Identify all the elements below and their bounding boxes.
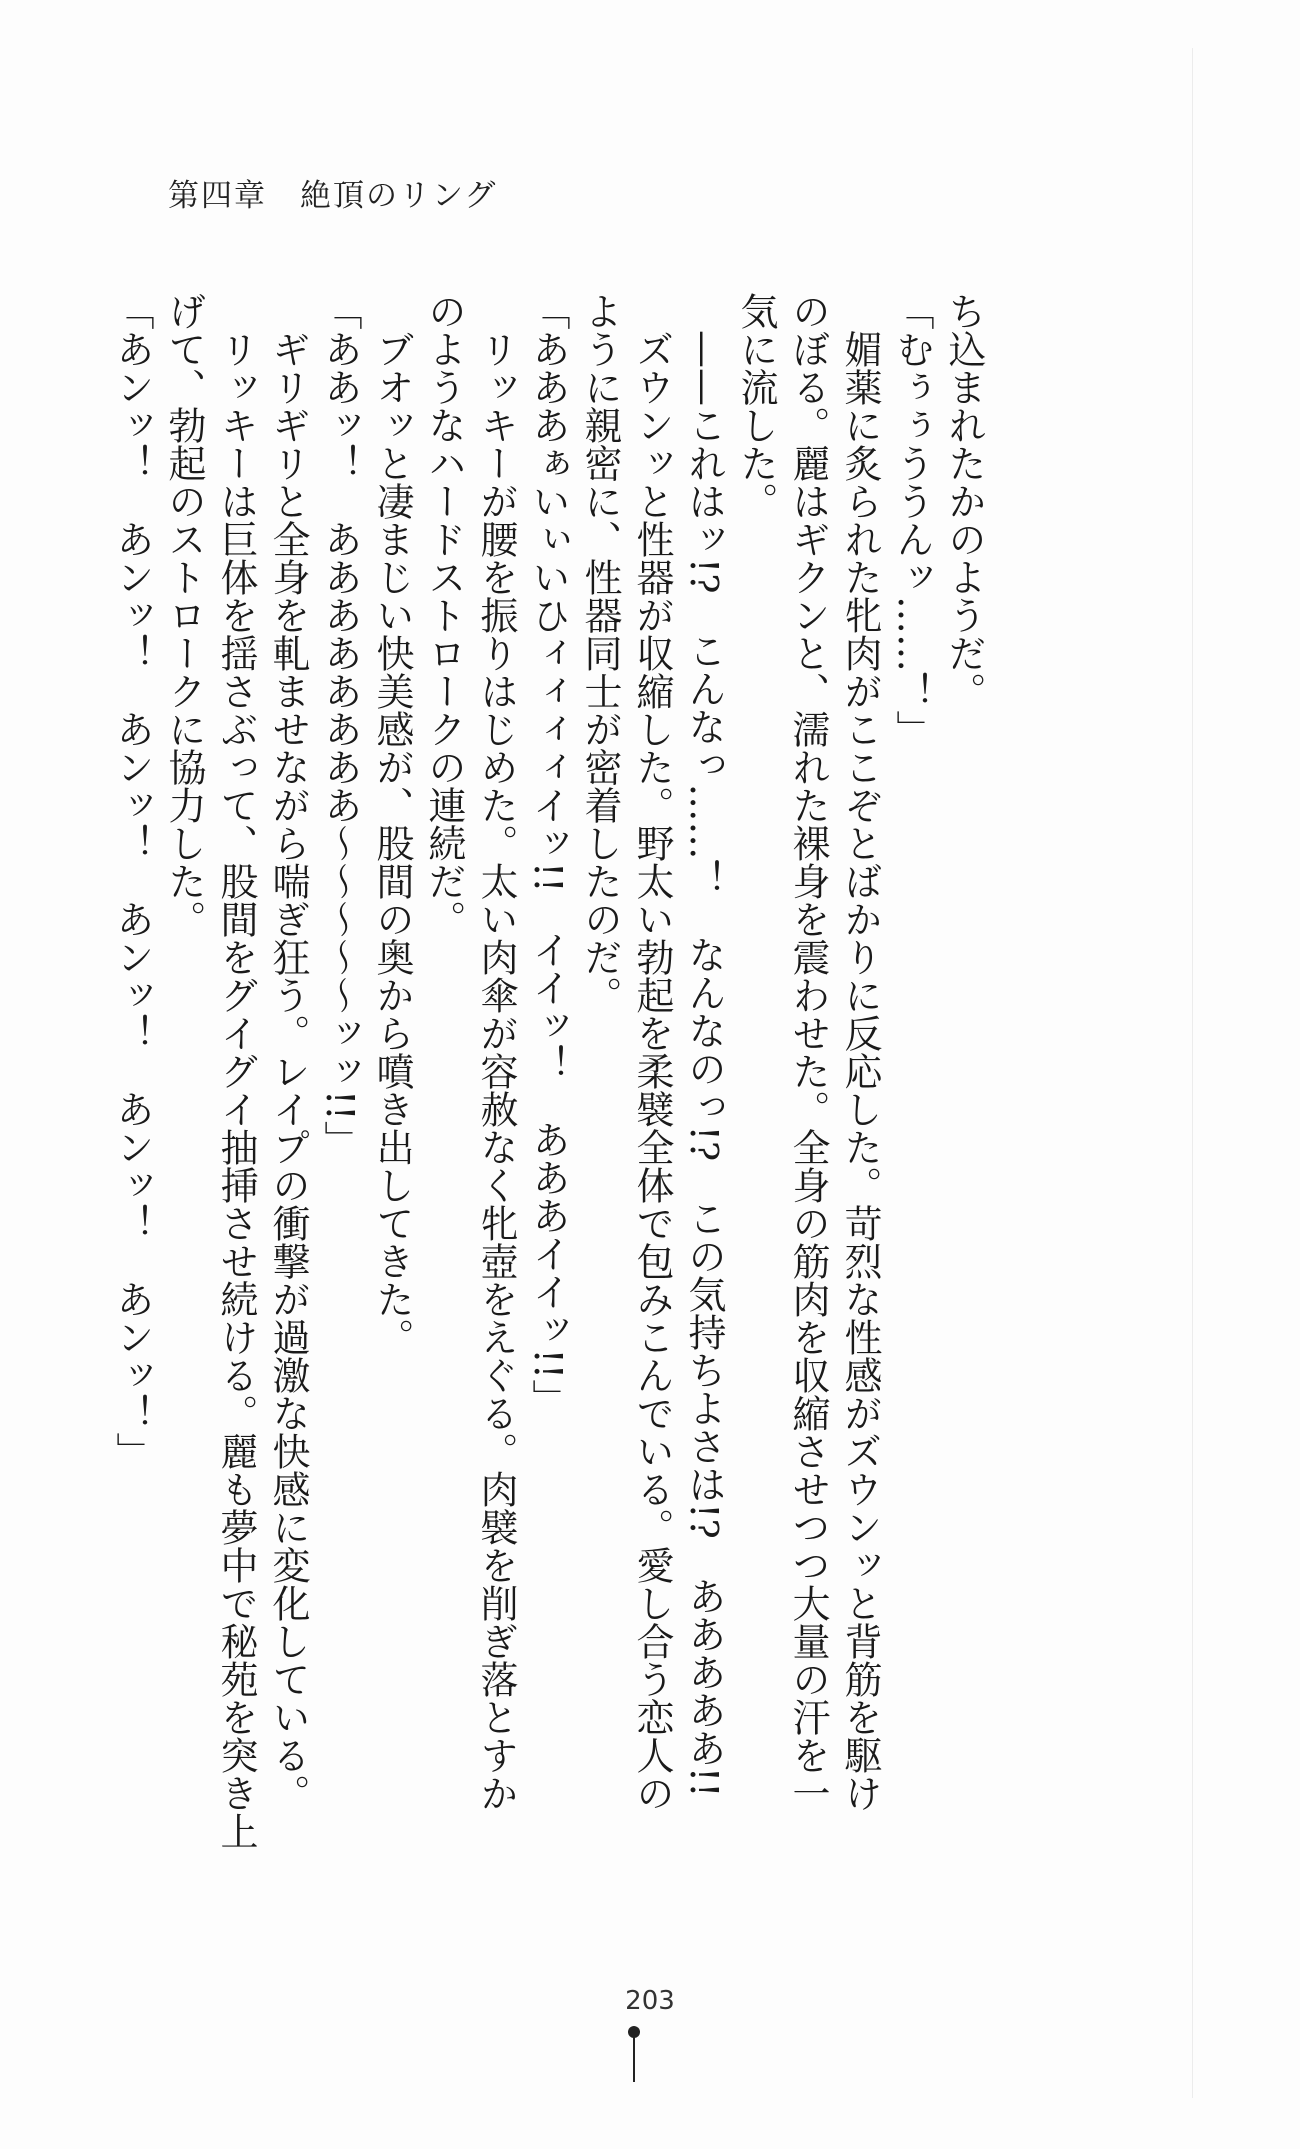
text-line: のようなハードストロークの連続だ。 xyxy=(422,292,466,938)
text-line: 気に流した。 xyxy=(734,292,778,520)
page-marker-stem xyxy=(633,2036,635,2082)
page-edge-line xyxy=(1192,48,1193,2098)
text-line: 「あンッ！ あンッ！ あンッ！ あンッ！ あンッ！ あンッ！」 xyxy=(110,292,154,1470)
text-line: ズウンッと性器が収縮した。野太い勃起を柔襞全体で包みこんでいる。愛し合う恋人の xyxy=(630,292,674,1812)
chapter-title: 第四章 絶頂のリング xyxy=(168,178,498,214)
text-line: のぼる。麗はギクンと、濡れた裸身を震わせた。全身の筋肉を収縮させつつ大量の汗を一 xyxy=(786,292,830,1812)
text-line: 「あああぁいぃいひィィィィイッ!! イイッ！ あああイイッ!!」 xyxy=(526,292,570,1418)
page-marker-icon xyxy=(628,2026,640,2086)
text-line: ち込まれたかのようだ。 xyxy=(942,292,986,710)
text-line: ブオッと凄まじい快美感が、股間の奥から噴き出してきた。 xyxy=(370,292,414,1356)
text-line: 媚薬に炙られた牝肉がここぞとばかりに反応した。苛烈な性感がズウンッと背筋を駆け xyxy=(838,292,882,1812)
text-line: 「ああッ！ ああああああああ〜〜〜〜〜ッッ!!」 xyxy=(318,292,362,1159)
text-line: ——これはッ!? こんなっ……！ なんなのっ!? この気持ちよさは!? あああああ!! xyxy=(682,292,726,1798)
text-line: ギリギリと全身を軋ませながら喘ぎ狂う。レイプの衝撃が過激な快感に変化している。 xyxy=(266,292,310,1812)
text-line: ように親密に、性器同士が密着したのだ。 xyxy=(578,292,622,1014)
page-number: 203 xyxy=(625,1986,675,2016)
text-line: 「むぅぅううんッ……！」 xyxy=(890,292,934,748)
text-line: げて、勃起のストロークに協力した。 xyxy=(162,292,206,938)
text-line: リッキーが腰を振りはじめた。太い肉傘が容赦なく牝壺をえぐる。肉襞を削ぎ落とすか xyxy=(474,292,518,1812)
text-line: リッキーは巨体を揺さぶって、股間をグイグイ抽挿させ続ける。麗も夢中で秘苑を突き上 xyxy=(214,292,258,1850)
body-text xyxy=(110,292,990,1850)
